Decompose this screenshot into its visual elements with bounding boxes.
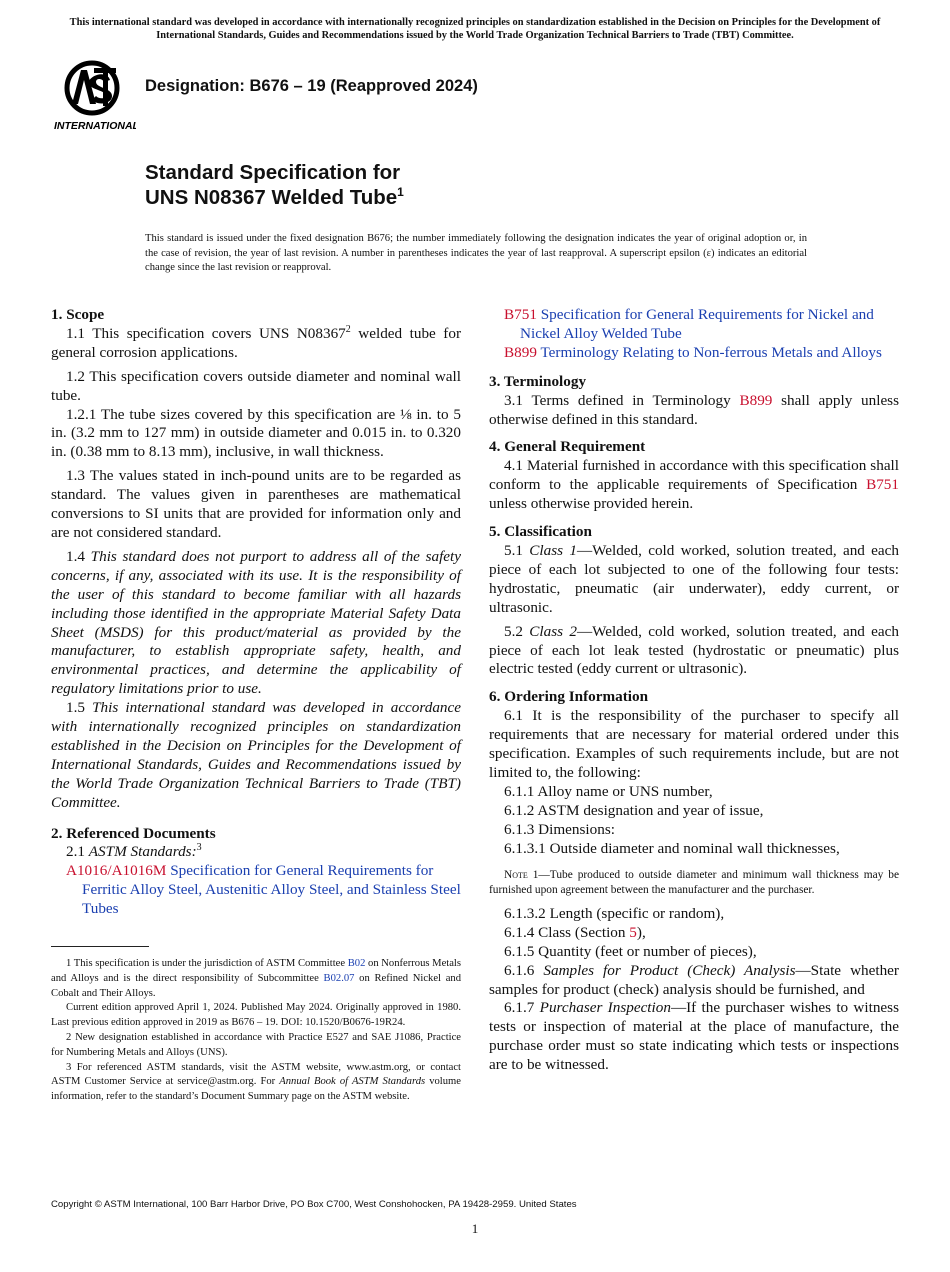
- page-number: 1: [471, 1221, 479, 1236]
- p6-1-7-text: —If the purchaser wishes to witness tests or inspection of material at the place of manufacture, the purchase order must so state indicating which tests or inspections are to be witnessed.: [489, 999, 899, 1074]
- paragraph-1-5: [51, 699, 461, 812]
- left-column: [51, 306, 461, 919]
- paragraph-6-1-6: [489, 962, 899, 1000]
- paragraph-1-1: [51, 325, 461, 363]
- p6-1-6-number: 6.1.6: [504, 961, 544, 979]
- paragraph-2-1: [51, 843, 461, 862]
- paragraph-6-1-2: 6.1.2 ASTM designation and year of issue,: [504, 801, 764, 819]
- paragraph-5-1: [489, 542, 899, 618]
- paragraph-6-1-3-2: 6.1.3.2 Length (specific or random),: [504, 904, 725, 922]
- inline-link-b899[interactable]: B899: [739, 391, 773, 409]
- footnote-2: 2 New designation established in accordance with Practice E527 and SAE J1086, Practice for Numbering Metals and Alloys (UNS).: [51, 1031, 461, 1058]
- p5-2-class-label: Class 2: [529, 622, 577, 640]
- note-text: 1—Tube produced to outside diameter and minimum wall thickness may be furnished upon agreement between the manufacturer and the purchaser.: [489, 869, 899, 896]
- footnote-1-text-c: on Refined Nickel and Cobalt and Their Alloys.: [51, 972, 461, 999]
- paragraph-6-1-5: 6.1.5 Quantity (feet or number of pieces),: [504, 942, 757, 960]
- paragraph-6-1-1: 6.1.1 Alloy name or UNS number,: [504, 782, 713, 800]
- p2-1-number: 2.1: [66, 843, 89, 861]
- note-label: Note: [504, 869, 528, 882]
- footnote-link-b02-07[interactable]: B02.07: [323, 972, 355, 984]
- p1-1-text-b: welded tube for general corrosion applications.: [51, 324, 462, 361]
- section-heading-terminology: 3. Terminology: [489, 372, 587, 390]
- p4-1-text-a: 4.1 Material furnished in accordance with this specification shall conform to the applicable requirements of Specification: [489, 457, 899, 494]
- footnote-divider: [51, 946, 149, 947]
- title-line-2-text: UNS N08367 Welded Tube: [145, 186, 398, 209]
- section-heading-scope: 1. Scope: [51, 306, 105, 323]
- p2-1-text: ASTM Standards:: [88, 843, 197, 861]
- paragraph-1-2-1: 1.2.1 The tube sizes covered by this specification are ⅛ in. to 5 in. (3.2 mm to 127 mm) in outside diameter and 0.015 in. to 0.320 in. (0.38 mm to 8.13 mm), inclusive, in wall thickness.: [51, 405, 461, 461]
- reference-title-a1016[interactable]: Specification for General Requirements for Ferritic Alloy Steel, Austenitic Alloy Steel, and Stainless Steel Tubes: [82, 862, 461, 918]
- preamble: This standard is issued under the fixed designation B676; the number immediately following the designation indicates the year of original adoption or, in the case of revision, the year of last revision. A number in parentheses indicates the year of last reapproval. A superscript epsilon (ε) indicates an editorial change since the last revision or reapproval.: [145, 233, 807, 274]
- note-1: [489, 868, 899, 896]
- paragraph-6-1-4: [489, 924, 899, 943]
- footnote-ref-3[interactable]: 3: [196, 842, 202, 854]
- right-column: [489, 306, 899, 1075]
- paragraph-1-4: [51, 548, 461, 699]
- p1-5-text: This international standard was developed in accordance with internationally recognized principles on standardization established in the Decision on Principles for the Development of International Standards, Guides and Recommendations issued by the World Trade Organization Technical Barriers to Trade (TBT) Committee.: [51, 699, 462, 811]
- page-title: [145, 160, 404, 210]
- paragraph-1-3: 1.3 The values stated in inch-pound units are to be regarded as standard. The values given in parentheses are mathematical conversions to SI units that are provided for information only and are not considered standard.: [51, 467, 461, 541]
- reference-title-b751[interactable]: Specification for General Requirements for Nickel and Nickel Alloy Welded Tube: [520, 306, 874, 342]
- paragraph-6-1-3-1: 6.1.3.1 Outside diameter and nominal wall thicknesses,: [504, 839, 840, 857]
- title-footnote-ref: 1: [397, 185, 404, 200]
- top-notice: This international standard was developed in accordance with internationally recognized principles on standardization established in the Decision on Principles for the Development of International Standards, Guides and Recommendations issued by the World Trade Organization Technical Barriers to Trade (TBT) Committee.: [69, 17, 881, 41]
- paragraph-1-2: 1.2 This specification covers outside diameter and nominal wall tube.: [51, 367, 461, 404]
- paragraph-6-1-7: [489, 999, 899, 1075]
- section-heading-general-requirement: 4. General Requirement: [489, 438, 646, 456]
- paragraph-5-2: [489, 623, 899, 680]
- p5-2-number: 5.2: [504, 622, 530, 640]
- p5-1-text: —Welded, cold worked, solution treated, and each piece of each lot subjected to one of the following four tests: hydrostatic, pneumatic (air underwater), eddy current, or ultrasonic.: [489, 541, 899, 616]
- reference-link-b751[interactable]: B751: [504, 306, 537, 323]
- footnote-1: [51, 957, 461, 1001]
- p5-1-number: 5.1: [504, 541, 530, 559]
- p4-1-text-b: unless otherwise provided herein.: [489, 495, 694, 513]
- p6-1-6-italic: Samples for Product (Check) Analysis: [543, 961, 796, 979]
- p5-2-text: —Welded, cold worked, solution treated, and each piece of each lot leak tested (hydrostatic or pneumatic) plus electric tested (eddy current or ultrasonic).: [489, 622, 899, 678]
- reference-link-a1016[interactable]: A1016/A1016M: [66, 862, 167, 880]
- footnote-3-italic: Annual Book of ASTM Standards: [279, 1076, 426, 1088]
- p3-1-text-b: shall apply unless otherwise defined in this standard.: [489, 391, 900, 428]
- p6-1-7-italic: Purchaser Inspection: [539, 999, 671, 1017]
- logo-wordmark: INTERNATIONAL: [54, 120, 136, 132]
- reference-a1016: [51, 862, 461, 919]
- astm-logo-icon: [52, 58, 136, 132]
- designation: Designation: B676 – 19 (Reapproved 2024): [145, 77, 478, 95]
- p6-1-7-number: 6.1.7: [504, 999, 540, 1017]
- paragraph-6-1-3: 6.1.3 Dimensions:: [504, 820, 615, 838]
- p6-1-4-text-b: ),: [636, 923, 646, 941]
- inline-link-section-5[interactable]: 5: [629, 923, 637, 941]
- paragraph-6-1: 6.1 It is the responsibility of the purchaser to specify all requirements that are necessary for material ordered under this specification. Examples of such requirements include, but are not limited to, the following:: [489, 707, 899, 781]
- inline-link-b751[interactable]: B751: [866, 476, 899, 494]
- p1-4-number: 1.4: [66, 547, 91, 565]
- p1-5-number: 1.5: [66, 699, 93, 717]
- footnote-3-text-a: 3 For referenced ASTM standards, visit the ASTM website, www.astm.org, or contact ASTM Customer Service at service@astm.org. For: [51, 1061, 461, 1088]
- footnote-1-text-b: on Nonferrous Metals and Alloys and is the direct responsibility of Subcommittee: [51, 958, 461, 984]
- footnotes: [51, 957, 461, 1105]
- reference-b899: [489, 344, 899, 363]
- p6-1-4-text-a: 6.1.4 Class (Section: [504, 923, 630, 941]
- reference-b751: [489, 306, 899, 344]
- section-heading-ordering-information: 6. Ordering Information: [489, 688, 649, 706]
- section-heading-classification: 5. Classification: [489, 523, 592, 541]
- p3-1-text-a: 3.1 Terms defined in Terminology: [504, 391, 740, 409]
- footnote-3: [51, 1061, 461, 1105]
- title-line-2: [145, 185, 404, 210]
- paragraph-3-1: [489, 392, 899, 430]
- reference-link-b899[interactable]: B899: [504, 343, 537, 361]
- copyright: Copyright © ASTM International, 100 Barr Harbor Drive, PO Box C700, West Conshohocken, PA 19428-2959. United States: [51, 1199, 577, 1210]
- astm-logo: [52, 58, 136, 132]
- footnote-link-b02[interactable]: B02: [347, 958, 366, 969]
- footnote-1-text-a: 1 This specification is under the jurisdiction of ASTM Committee: [66, 958, 348, 969]
- p5-1-class-label: Class 1: [529, 541, 577, 559]
- footnote-ref-2[interactable]: 2: [345, 323, 351, 335]
- footnote-current-edition: Current edition approved April 1, 2024. Published May 2024. Originally approved in 1980. Last previous edition approved in 2019 as B676 – 19. DOI: 10.1520/B0676-19R24.: [51, 1002, 461, 1029]
- footnote-3-text-b: volume information, refer to the standard’s Document Summary page on the ASTM website.: [51, 1076, 461, 1103]
- p6-1-6-text: —State whether samples for product (check) analysis should be furnished, and: [489, 961, 899, 998]
- p1-1-text-a: 1.1 This specification covers UNS N08367: [66, 324, 346, 342]
- reference-title-b899[interactable]: Terminology Relating to Non-ferrous Metals and Alloys: [536, 343, 882, 361]
- paragraph-4-1: [489, 457, 899, 514]
- section-heading-referenced-documents: 2. Referenced Documents: [51, 824, 216, 842]
- title-line-1: Standard Specification for: [145, 161, 401, 184]
- p1-4-text: This standard does not purport to address all of the safety concerns, if any, associated with its use. It is the responsibility of the user of this standard to become familiar with all hazards including those identified in the appropriate Material Safety Data Sheet (MSDS) for this product/material as provided by the manufacturer, to establish appropriate safety, health, and environmental practices, and determine the applicability of regulatory limitations prior to use.: [51, 547, 462, 698]
